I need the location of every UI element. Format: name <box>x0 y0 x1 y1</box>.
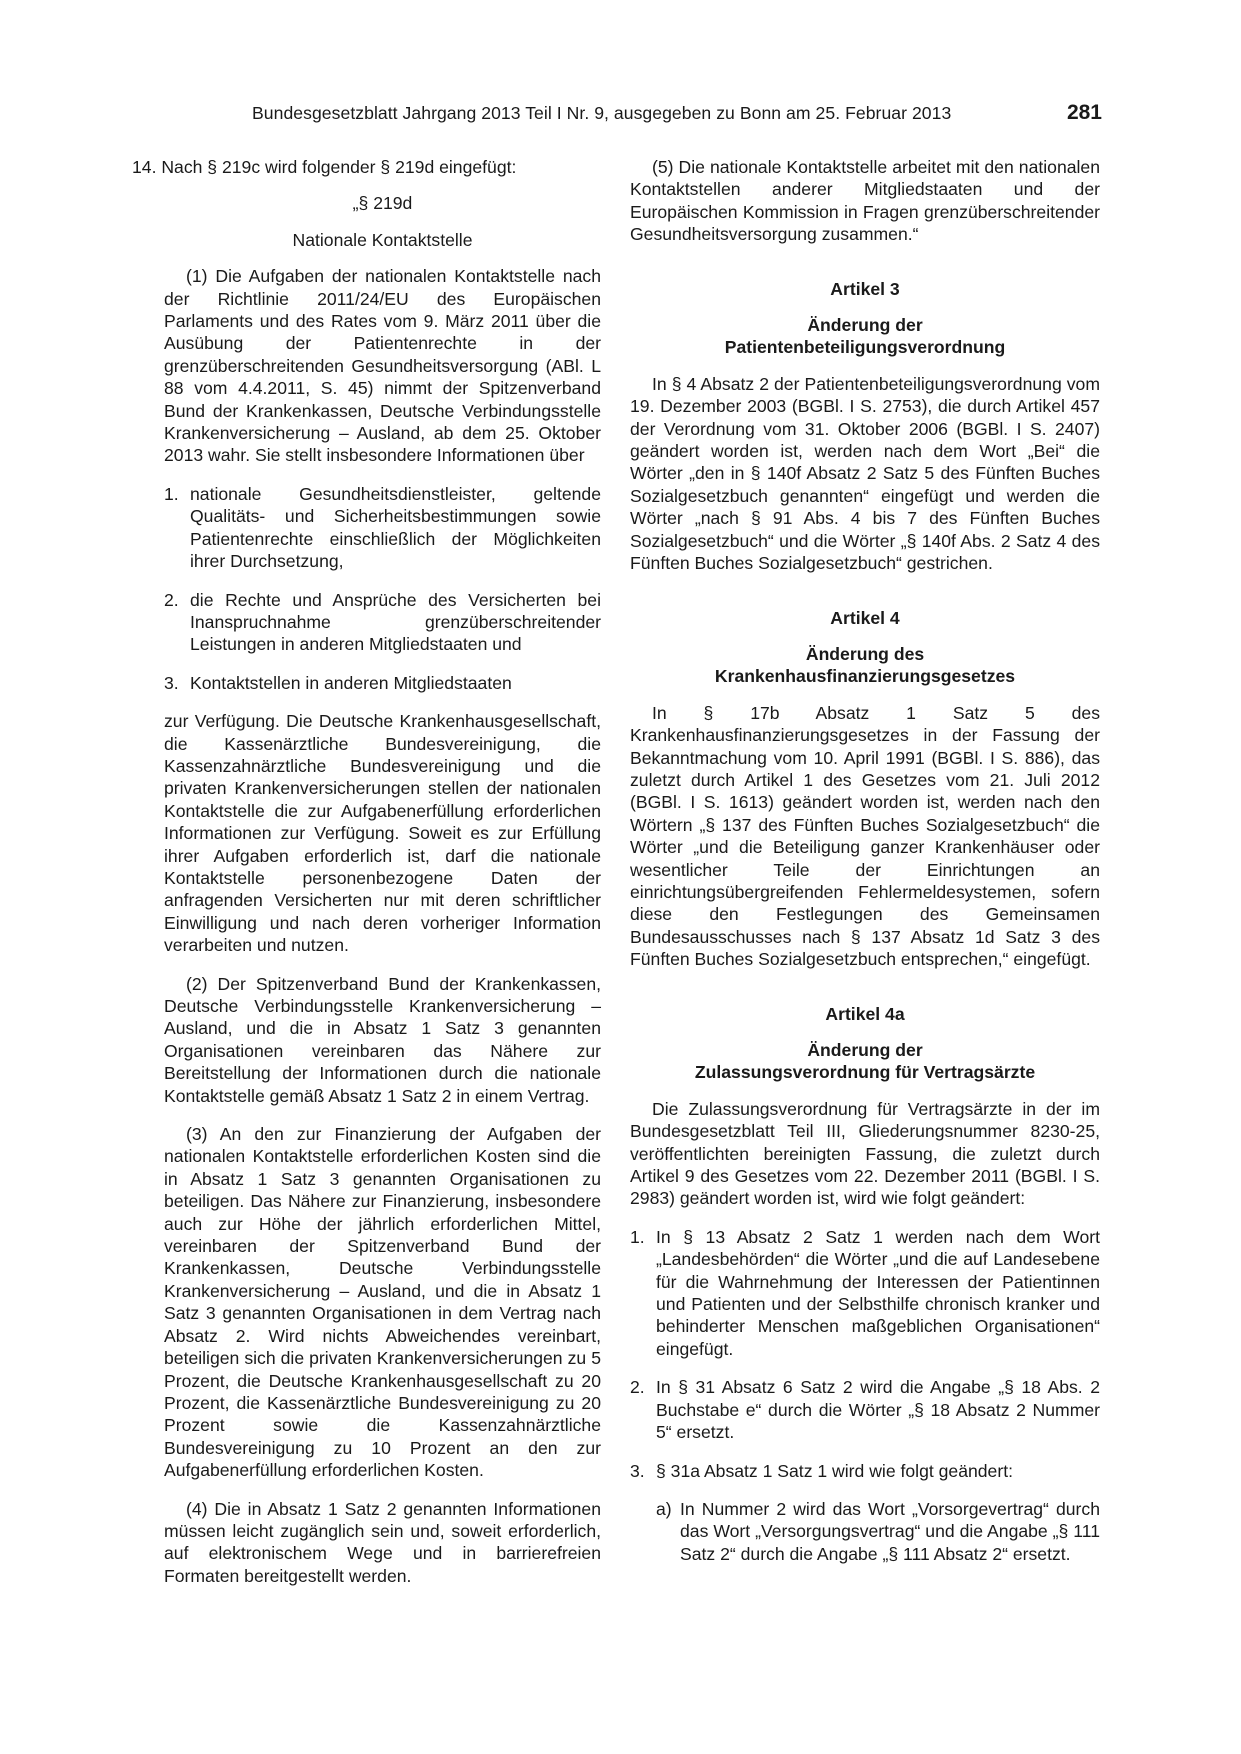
list-text: In § 31 Absatz 6 Satz 2 wird die Angabe „§ 18 Abs. 2 Buchstabe e“ durch die Wörter „§ 18 Absatz 2 Nummer 5“ ersetzt. <box>656 1377 1100 1443</box>
list-number: 1. <box>630 1226 645 1247</box>
paragraph-3: (3) An den zur Finanzierung der Aufgaben der nationalen Kontaktstelle erforderlichen Kosten sind die in Absatz 1 Satz 3 genannten Organisationen zu beteiligen. Das Nähere zur Finanzierung, insbesondere auch zur Höhe der jährlich erforderlichen Mittel, vereinbaren der Spitzenverband Bund der Krankenkassen, Deutsche Verbindungsstelle Krankenversicherung – Ausland, und die in Absatz 1 Satz 3 genannten Organisationen in dem Vertrag nach Absatz 2. Wird nichts Abweichendes vereinbart, beteiligen sich die privaten Krankenversicherungen zu 5 Prozent, die Deutsche Krankenhausgesellschaft zu 20 Prozent, die Kassenärztliche Bundesvereinigung zu 20 Prozent sowie die Kassenzahnärztliche Bundesvereinigung zu 10 Prozent an den zur Aufgabenerfüllung erforderlichen Kosten. <box>164 1124 601 1481</box>
article-3-text: In § 4 Absatz 2 der Patientenbeteiligungsverordnung vom 19. Dezember 2003 (BGBl. I S. 2753), die durch Artikel 457 der Verordnung vom 31. Oktober 2006 (BGBl. I S. 2407) geändert worden ist, werden nach dem Wort „Bei“ die Wörter „den in § 140f Absatz 2 Satz 5 des Fünften Buches Sozialgesetzbuch genannten“ eingefügt und werden die Wörter „nach § 91 Abs. 4 bis 7 des Fünften Buches Sozialgesetzbuch“ und die Wörter „§ 140f Abs. 2 Satz 4 des Fünften Buches Sozialgesetzbuch“ gestrichen. <box>630 373 1100 574</box>
article-4a-title-line-2: Zulassungsverordnung für Vertragsärzte <box>694 1062 1036 1083</box>
article-3-label: Artikel 3 <box>830 278 900 299</box>
list-item <box>630 1460 1100 1482</box>
list-item <box>630 1226 1100 1360</box>
list-item <box>164 589 601 656</box>
amendment-intro: 14. Nach § 219c wird folgender § 219d eingefügt: <box>132 157 517 177</box>
list-item <box>630 1376 1100 1443</box>
list-number: 1. <box>164 483 179 504</box>
article-4-title-line-1: Änderung des <box>805 643 925 664</box>
list-item <box>164 672 601 694</box>
list-text: § 31a Absatz 1 Satz 1 wird wie folgt geändert: <box>656 1460 1013 1481</box>
list-number: 2. <box>164 589 179 610</box>
sub-list-item <box>630 1498 1100 1565</box>
list-number: 3. <box>164 672 179 693</box>
list-text: nationale Gesundheitsdienstleister, geltende Qualitäts- und Sicherheitsbestimmungen sowie Patientenrechte einschließlich der Möglichkeiten ihrer Durchsetzung, <box>190 483 601 572</box>
list-number: 3. <box>630 1460 645 1481</box>
article-4-text: In § 17b Absatz 1 Satz 5 des Krankenhausfinanzierungsgesetzes in der Fassung der Bekanntmachung vom 10. April 1991 (BGBl. I S. 886), das zuletzt durch Artikel 1 des Gesetzes vom 21. Juli 2012 (BGBl. I S. 1613) geändert worden ist, werden nach den Wörtern „§ 137 des Fünften Buches Sozialgesetzbuch“ die Wörter „und die Beteiligung ganzer Krankenhäuser oder wesentlicher Teile der Einrichtungen an einrichtungsübergreifenden Fehlermeldesystemen, sofern diese den Festlegungen des Gemeinsamen Bundesausschusses nach § 137 Absatz 1d Satz 3 des Fünften Buches Sozialgesetzbuch entsprechen,“ eingefügt. <box>630 702 1100 970</box>
article-3-title-line-2: Patientenbeteiligungsverordnung <box>724 337 1006 358</box>
list-text: Kontaktstellen in anderen Mitgliedstaaten <box>190 672 512 693</box>
left-column <box>132 156 601 1587</box>
article-4a-title-line-1: Änderung der <box>807 1040 923 1060</box>
article-4a-label: Artikel 4a <box>825 1003 905 1024</box>
sub-list-text: In Nummer 2 wird das Wort „Vorsorgevertrag“ durch das Wort „Versorgungsvertrag“ und die Angabe „§ 111 Satz 2“ durch die Angabe „§ 111 Absatz 2“ ersetzt. <box>680 1498 1100 1564</box>
section-title: Nationale Kontaktstelle <box>292 229 473 250</box>
list-text: In § 13 Absatz 2 Satz 1 werden nach dem Wort „Landesbehörden“ die Wörter „und die auf Landesebene für die Wahrnehmung der Interessen der Patientinnen und Patienten und der Selbsthilfe chronisch kranker und behinderter Menschen maßgeblichen Organisationen“ eingefügt. <box>656 1226 1100 1359</box>
paragraph-1: (1) Die Aufgaben der nationalen Kontaktstelle nach der Richtlinie 2011/24/EU des Europäischen Parlaments und des Rates vom 9. März 2011 über die Ausübung der Patientenrechte in der grenzüberschreitenden Gesundheitsversorgung (ABl. L 88 vom 4.4.2011, S. 45) nimmt der Spitzenverband Bund der Krankenkassen, Deutsche Verbindungsstelle Krankenversicherung – Ausland, ab dem 25. Oktober 2013 wahr. Sie stellt insbesondere Informationen über <box>164 266 601 466</box>
paragraph-4: (4) Die in Absatz 1 Satz 2 genannten Informationen müssen leicht zugänglich sein und, soweit erforderlich, auf elektronischem Wege und in barrierefreien Formaten bereitgestellt werden. <box>164 1498 601 1586</box>
article-3-title-line-1: Änderung der <box>807 315 923 336</box>
header-title: Bundesgesetzblatt Jahrgang 2013 Teil I Nr. 9, ausgegeben zu Bonn am 25. Februar 2013 <box>252 103 952 123</box>
page-header <box>252 100 1102 126</box>
article-4-label: Artikel 4 <box>830 607 900 628</box>
article-4-title-line-2: Krankenhausfinanzierungsgesetzes <box>714 666 1016 687</box>
article-4a-text: Die Zulassungsverordnung für Vertragsärzte in der im Bundesgesetzblatt Teil III, Gliederungsnummer 8230-25, veröffentlichten bereinigten Fassung, die zuletzt durch Artikel 9 des Gesetzes vom 22. Dezember 2011 (BGBl. I S. 2983) geändert worden ist, wird wie folgt geändert: <box>630 1098 1100 1209</box>
section-sign: „§ 219d <box>352 193 413 214</box>
right-column <box>630 156 1100 1565</box>
list-text: die Rechte und Ansprüche des Versicherten bei Inanspruchnahme grenzüberschreitender Leistungen in anderen Mitgliedstaaten und <box>190 589 601 655</box>
paragraph-2: (2) Der Spitzenverband Bund der Krankenkassen, Deutsche Verbindungsstelle Krankenversicherung – Ausland, und die in Absatz 1 Satz 3 genannten Organisationen vereinbaren das Nähere zur Bereitstellung der Informationen durch die nationale Kontaktstelle gemäß Absatz 1 Satz 2 in einem Vertrag. <box>164 973 601 1106</box>
list-number: 2. <box>630 1377 645 1398</box>
sub-list-letter: a) <box>656 1498 672 1519</box>
paragraph-1-continuation: zur Verfügung. Die Deutsche Krankenhausgesellschaft, die Kassenärztliche Bundesvereinigung, die Kassenzahnärztliche Bundesvereinigung und die privaten Krankenversicherungen stellen der nationalen Kontaktstelle die zur Aufgabenerfüllung erforderlichen Informationen zur Verfügung. Soweit es zur Erfüllung ihrer Aufgaben erforderlich ist, darf die nationale Kontaktstelle personenbezogene Daten der anfragenden Versicherten nur mit deren schriftlicher Einwilligung und nach deren vorheriger Information verarbeiten und nutzen. <box>164 711 601 956</box>
list-item <box>164 483 601 573</box>
paragraph-5: (5) Die nationale Kontaktstelle arbeitet mit den nationalen Kontaktstellen anderer Mitgliedstaaten und der Europäischen Kommission in Fragen grenzüberschreitender Gesundheitsversorgung zusammen.“ <box>630 157 1100 245</box>
page-number: 281 <box>1066 101 1102 124</box>
